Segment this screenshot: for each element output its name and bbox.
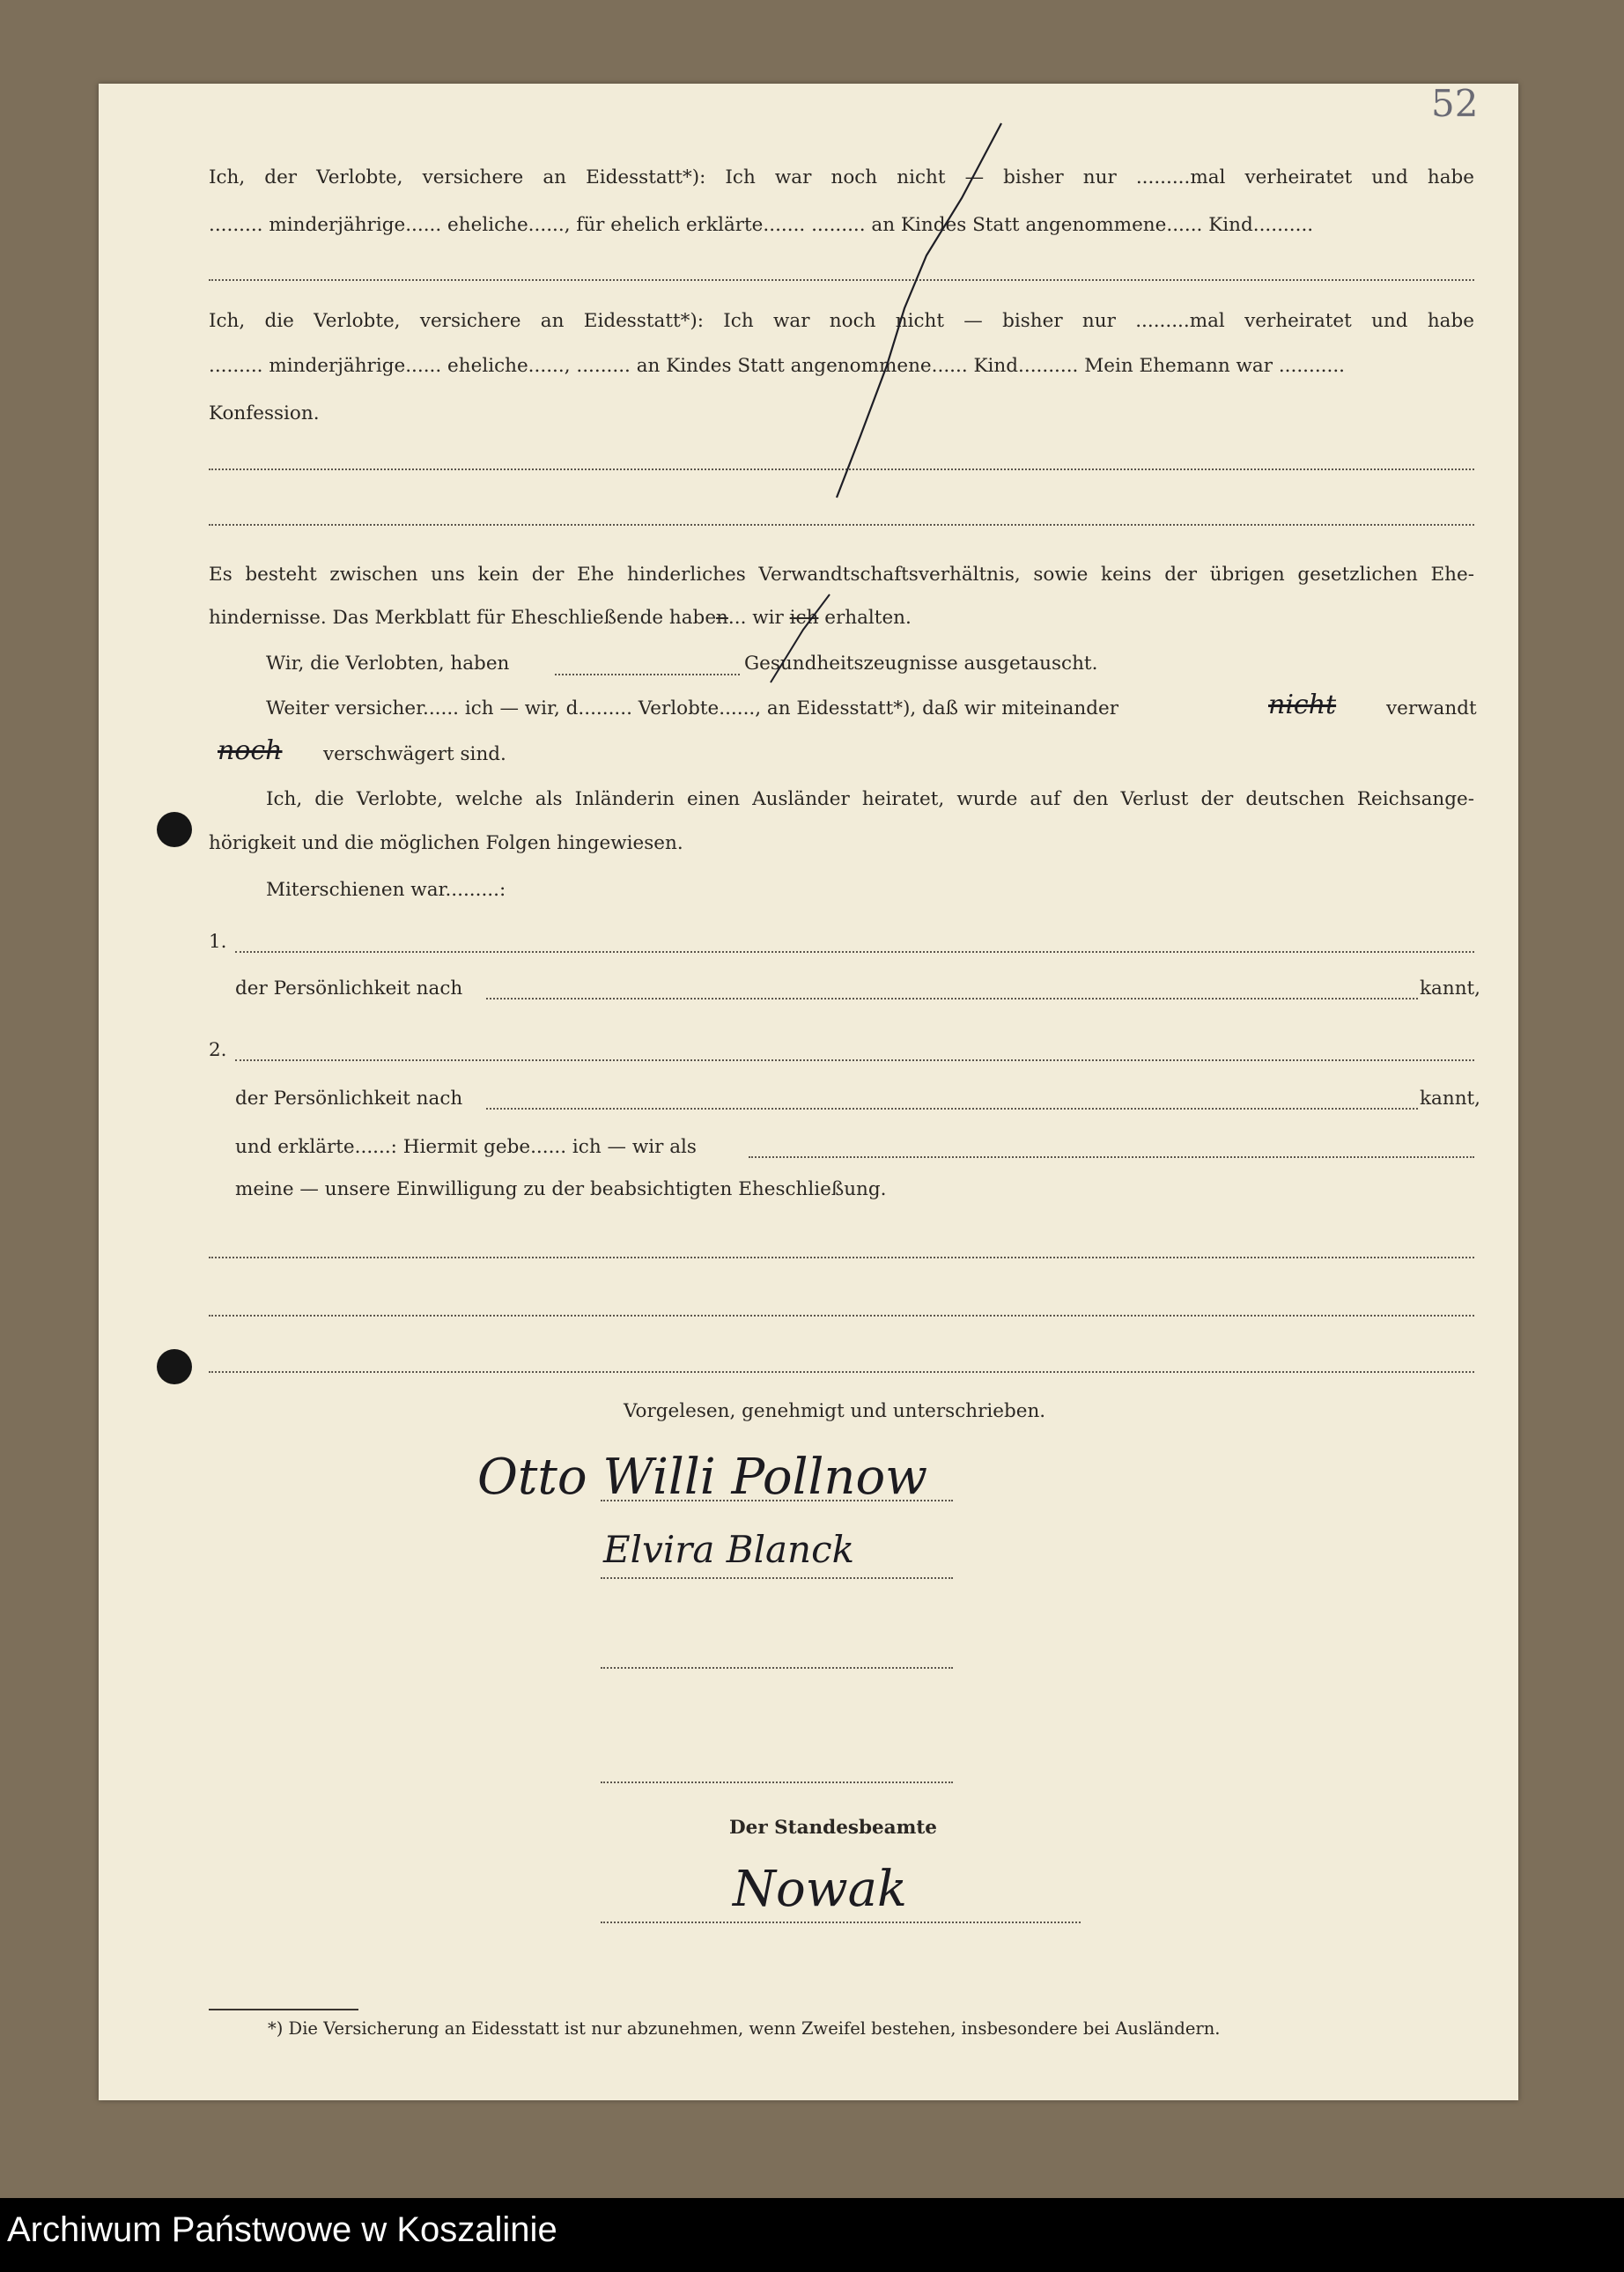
- archive-footer-bar: [0, 2198, 1624, 2272]
- bride-declaration-line-1: Ich, die Verlobte, versichere an Eidesstatt*): Ich war noch nicht — bisher nur .........mal verheiratet und habe: [209, 310, 1474, 332]
- merkblatt-mid: ... wir: [727, 607, 784, 629]
- impediments-line-1: Es besteht zwischen uns kein der Ehe hinderliches Verwandtschaftsverhältnis, sowie keins der übrigen gesetzlichen Ehe-: [209, 564, 1474, 586]
- witness-1-identity: der Persönlichkeit nach: [235, 977, 463, 1000]
- archive-footer-text: Archiwum Państwowe w Koszalinie: [7, 2210, 557, 2249]
- further-line-c: verschwägert sind.: [323, 743, 506, 765]
- handwritten-noch: noch: [218, 735, 283, 766]
- witness-1-number: 1.: [209, 931, 227, 953]
- witness-1-suffix: kannt,: [1420, 977, 1481, 1000]
- consent-line-1: und erklärte......: Hiermit gebe...... ich — wir als: [235, 1136, 697, 1158]
- merkblatt-end: erhalten.: [824, 607, 912, 629]
- foreigner-line-2: hörigkeit und die möglichen Folgen hingewiesen.: [209, 832, 683, 854]
- signature-registrar: Nowak: [733, 1861, 907, 1918]
- read-approved-text: Vorgelesen, genehmigt und unterschrieben.: [624, 1400, 1046, 1422]
- signature-bride: Elvira Blanck: [603, 1528, 855, 1571]
- further-line-b: verwandt: [1386, 697, 1477, 719]
- lower-strike: [771, 594, 830, 682]
- punch-hole-top: [157, 812, 192, 847]
- foreigner-line-1: Ich, die Verlobte, welche als Inländerin einen Ausländer heiratet, wurde auf den Verlust der deutschen Reichsange-: [266, 788, 1474, 810]
- registrar-title: Der Standesbeamte: [729, 1817, 937, 1839]
- document-page: [99, 84, 1518, 2100]
- groom-declaration-line-1: Ich, der Verlobte, versichere an Eidesstatt*): Ich war noch nicht — bisher nur .........mal verheiratet und habe: [209, 166, 1474, 188]
- health-suffix: Gesundheitszeugnisse ausgetauscht.: [744, 653, 1098, 675]
- handwritten-nicht: nicht: [1268, 690, 1337, 720]
- groom-declaration-line-2: ......... minderjährige...... eheliche......, für ehelich erklärte....... ......... an Kindes Statt angenommene...... Kind..........: [209, 214, 1314, 236]
- cancellation-stroke: [99, 84, 1518, 2100]
- bride-declaration-line-3: Konfession.: [209, 402, 320, 424]
- witness-2-identity: der Persönlichkeit nach: [235, 1088, 463, 1110]
- bride-declaration-line-2: ......... minderjährige...... eheliche......, ......... an Kindes Statt angenommene...... Kind.......... Mein Ehemann war ...........: [209, 355, 1346, 377]
- merkblatt-text: hindernisse. Das Merkblatt für Eheschließende habe: [209, 607, 717, 629]
- witness-2-suffix: kannt,: [1420, 1088, 1481, 1110]
- consent-line-2: meine — unsere Einwilligung zu der beabsichtigten Eheschließung.: [235, 1178, 887, 1200]
- witness-2-number: 2.: [209, 1039, 227, 1061]
- appeared-text: Miterschienen war.........:: [266, 879, 506, 901]
- punch-hole-bottom: [157, 1349, 192, 1384]
- signature-groom: Otto Willi Pollnow: [477, 1449, 928, 1506]
- footnote: *) Die Versicherung an Eidesstatt ist nur abzunehmen, wenn Zweifel bestehen, insbesondere bei Ausländern.: [268, 2018, 1221, 2039]
- further-line-a: Weiter versicher...... ich — wir, d......... Verlobte......, an Eidesstatt*), daß wir miteinander: [266, 697, 1119, 719]
- page-number: 52: [1431, 82, 1479, 125]
- diagonal-strike: [837, 123, 1001, 498]
- struck-text-2: ich: [789, 607, 819, 629]
- health-prefix: Wir, die Verlobten, haben: [266, 653, 510, 675]
- struck-text-1: n: [716, 607, 728, 629]
